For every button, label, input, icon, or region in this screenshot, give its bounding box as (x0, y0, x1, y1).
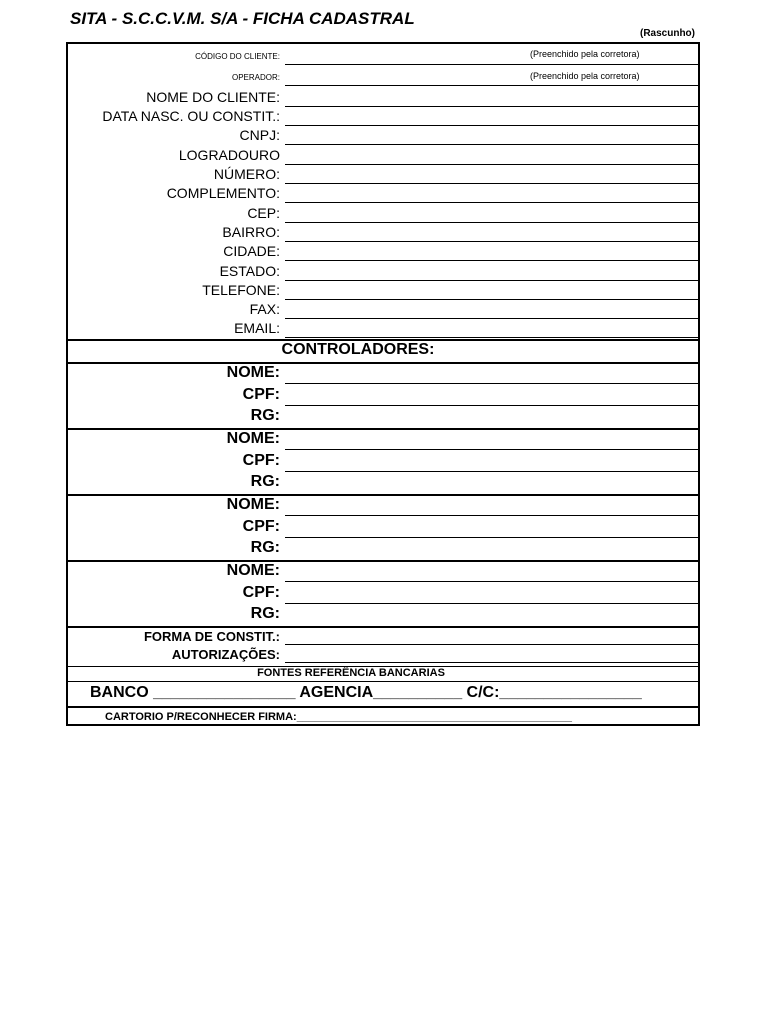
controller-cpf-field[interactable] (285, 471, 698, 472)
controller-rg-label: RG: (250, 473, 280, 490)
controller-name-field[interactable] (285, 449, 698, 450)
section-divider (68, 626, 698, 628)
controller-name-label: NOME: (226, 562, 280, 579)
city-label: CIDADE: (223, 243, 280, 259)
controller-cpf-label: CPF: (242, 518, 280, 535)
section-divider (68, 428, 698, 430)
controller-cpf-field[interactable] (285, 405, 698, 406)
controller-rg-label: RG: (250, 539, 280, 556)
controller-rg-label: RG: (250, 605, 280, 622)
controller-cpf-label: CPF: (242, 452, 280, 469)
state-label: ESTADO: (219, 263, 280, 279)
controller-name-label: NOME: (226, 430, 280, 447)
email-field[interactable] (285, 337, 698, 338)
complement-label: COMPLEMENTO: (166, 185, 280, 201)
constitution-form-label: FORMA DE CONSTIT.: (143, 629, 280, 644)
controller-name-label: NOME: (226, 364, 280, 381)
birth-date-label: DATA NASC. OU CONSTIT.: (102, 108, 280, 124)
cep-field[interactable] (285, 222, 698, 223)
section-divider (68, 362, 698, 364)
fax-label: FAX: (249, 301, 280, 317)
cep-label: CEP: (247, 205, 280, 221)
client-code-field[interactable] (285, 64, 698, 65)
operator-label: OPERADOR: (231, 73, 280, 82)
section-divider (68, 706, 698, 708)
section-divider (68, 494, 698, 496)
client-code-note: (Preenchido pela corretora) (530, 49, 640, 59)
controller-cpf-label: CPF: (242, 584, 280, 601)
district-label: BAIRRO: (222, 224, 280, 240)
district-field[interactable] (285, 241, 698, 242)
client-code-label: CÓDIGO DO CLIENTE: (195, 52, 280, 61)
constitution-form-field[interactable] (285, 644, 698, 645)
page-title: SITA - S.C.C.V.M. S/A - FICHA CADASTRAL (70, 9, 415, 28)
controller-rg-label: RG: (250, 407, 280, 424)
authorizations-label: AUTORIZAÇÕES: (171, 647, 280, 662)
controller-cpf-label: CPF: (242, 386, 280, 403)
birth-date-field[interactable] (285, 125, 698, 126)
controller-name-field[interactable] (285, 383, 698, 384)
controller-name-field[interactable] (285, 515, 698, 516)
bank-references-heading: FONTES REFERÊNCIA BANCARIAS (257, 667, 445, 679)
cnpj-label: CNPJ: (239, 127, 280, 143)
section-divider (68, 560, 698, 562)
phone-field[interactable] (285, 299, 698, 300)
controller-cpf-field[interactable] (285, 603, 698, 604)
client-name-field[interactable] (285, 106, 698, 107)
city-field[interactable] (285, 260, 698, 261)
street-field[interactable] (285, 164, 698, 165)
email-label: EMAIL: (234, 320, 280, 336)
complement-field[interactable] (285, 202, 698, 203)
state-field[interactable] (285, 280, 698, 281)
draft-note: (Rascunho) (640, 28, 695, 39)
controller-name-field[interactable] (285, 581, 698, 582)
controller-name-label: NOME: (226, 496, 280, 513)
authorizations-field[interactable] (285, 662, 698, 663)
controllers-heading: CONTROLADORES: (281, 341, 435, 358)
client-name-label: NOME DO CLIENTE: (146, 89, 280, 105)
section-divider (68, 681, 698, 682)
operator-note: (Preenchido pela corretora) (530, 71, 640, 81)
controller-cpf-field[interactable] (285, 537, 698, 538)
phone-label: TELEFONE: (202, 282, 280, 298)
operator-field[interactable] (285, 85, 698, 86)
cnpj-field[interactable] (285, 144, 698, 145)
street-label: LOGRADOURO (178, 147, 280, 163)
notary-signature-line[interactable]: CARTORIO P/RECONHECER FIRMA:_____________________________________________ (105, 711, 572, 723)
number-field[interactable] (285, 183, 698, 184)
fax-field[interactable] (285, 318, 698, 319)
registration-form (66, 42, 700, 726)
number-label: NÚMERO: (213, 166, 280, 182)
bank-account-line[interactable]: BANCO ________________ AGENCIA__________ C/C:________________ (90, 684, 642, 701)
